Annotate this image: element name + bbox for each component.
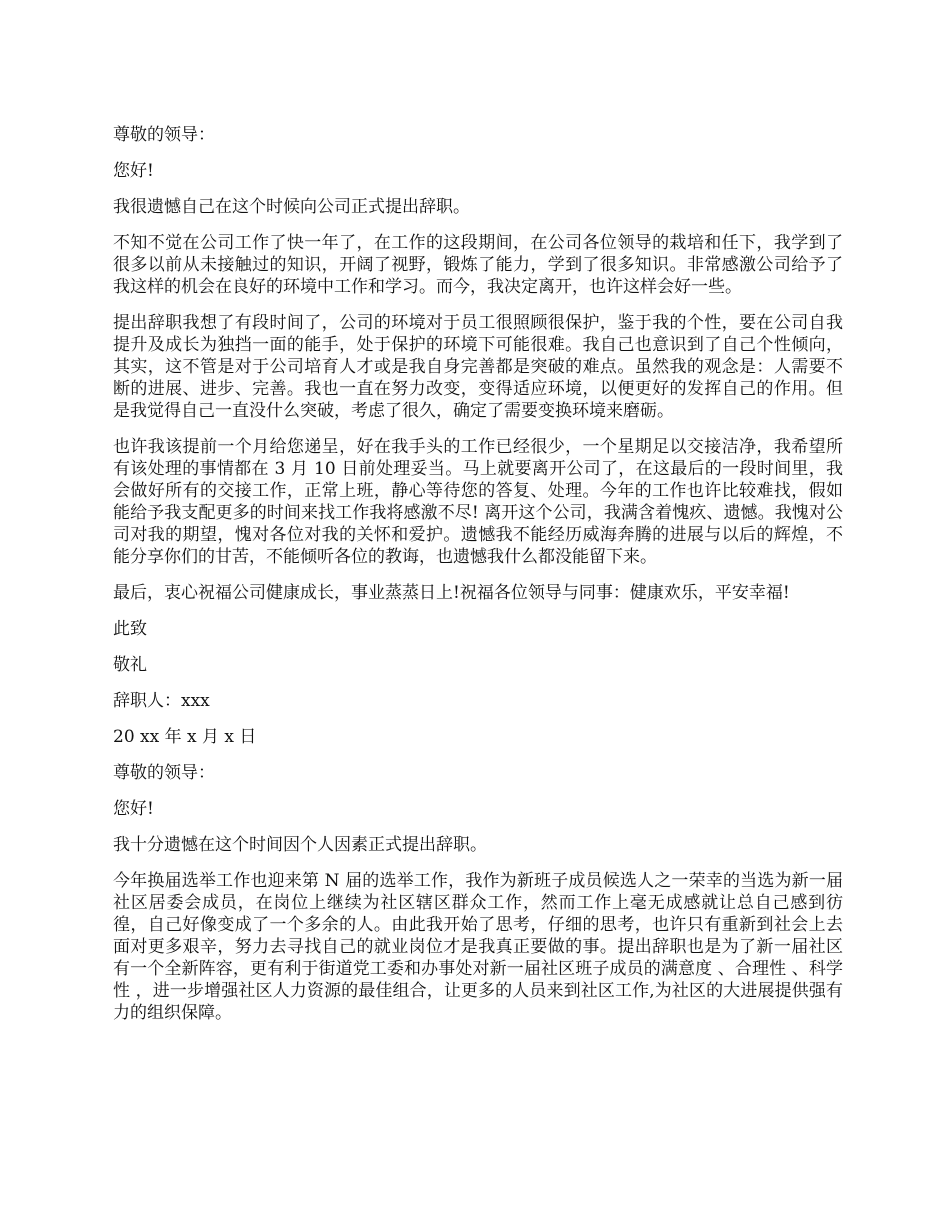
salutation: 您好! <box>113 161 154 181</box>
signer: 辞职人：xxx <box>113 691 210 711</box>
paragraph: 最后，衷心祝福公司健康成长，事业蒸蒸日上!祝福各位领导与同事：健康欢乐，平安幸福! <box>113 583 790 603</box>
paragraph: 我十分遗憾在这个时间因个人因素正式提出辞职。 <box>113 835 487 855</box>
document-page <box>113 124 843 1038</box>
paragraph: 也许我该提前一个月给您递呈，好在我手头的工作已经很少，一个星期足以交接洁净，我希望所有该处理的事情都在 3 月 10 日前处理妥当。马上就要离开公司了，在这最后的一段时间里，我会做好所有的交接工作，正常上班，静心等待您的答复、处理。今年的工作也许比较难找，假如能给予我支配更多的时间来找工作我将感激不尽! 离开这个公司，我满含着愧疚、遗憾。我愧对公司对我的期望，愧对各位对我的关怀和爱护。遗憾我不能经历威海奔腾的进展与以后的辉煌，不能分享你们的甘苦，不能倾听各位的教诲，也遗憾我什么都没能留下来。 <box>113 437 843 567</box>
closing-line: 敬礼 <box>113 655 147 675</box>
date: 20 xx 年 x 月 x 日 <box>113 727 257 747</box>
salutation: 您好! <box>113 799 154 819</box>
paragraph: 我很遗憾自己在这个时候向公司正式提出辞职。 <box>113 197 470 217</box>
paragraph: 今年换届选举工作也迎来第 N 届的选举工作，我作为新班子成员候选人之一荣幸的当选为新一届社区居委会成员，在岗位上继续为社区辖区群众工作，然而工作上毫无成感就让总自己感到彷徨，自己好像变成了一个多余的人。由此我开始了思考，仔细的思考，也许只有重新到社会上去面对更多艰辛，努力去寻找自己的就业岗位才是我真正要做的事。提出辞职也是为了新一届社区有一个全新阵容，更有利于街道党工委和办事处对新一届社区班子成员的满意度 、合理性 、科学性 ，进一步增强社区人力资源的最佳组合，让更多的人员来到社区工作,为社区的大进展提供强有力的组织保障。 <box>113 871 843 1023</box>
closing-line: 此致 <box>113 619 147 639</box>
greeting: 尊敬的领导： <box>113 125 215 145</box>
paragraph: 提出辞职我想了有段时间了，公司的环境对于员工很照顾很保护，鉴于我的个性，要在公司自我提升及成长为独挡一面的能手，处于保护的环境下可能很难。我自己也意识到了自己个性倾向，其实，这不管是对于公司培育人才或是我自身完善都是突破的难点。虽然我的观念是：人需要不断的进展、进步、完善。我也一直在努力改变，变得适应环境，以便更好的发挥自己的作用。但是我觉得自己一直没什么突破，考虑了很久，确定了需要变换环境来磨砺。 <box>113 313 843 421</box>
greeting: 尊敬的领导： <box>113 763 215 783</box>
paragraph: 不知不觉在公司工作了快一年了，在工作的这段期间，在公司各位领导的栽培和任下，我学到了很多以前从未接触过的知识，开阔了视野，锻炼了能力，学到了很多知识。非常感激公司给予了我这样的机会在良好的环境中工作和学习。而今，我决定离开，也许这样会好一些。 <box>113 233 843 297</box>
